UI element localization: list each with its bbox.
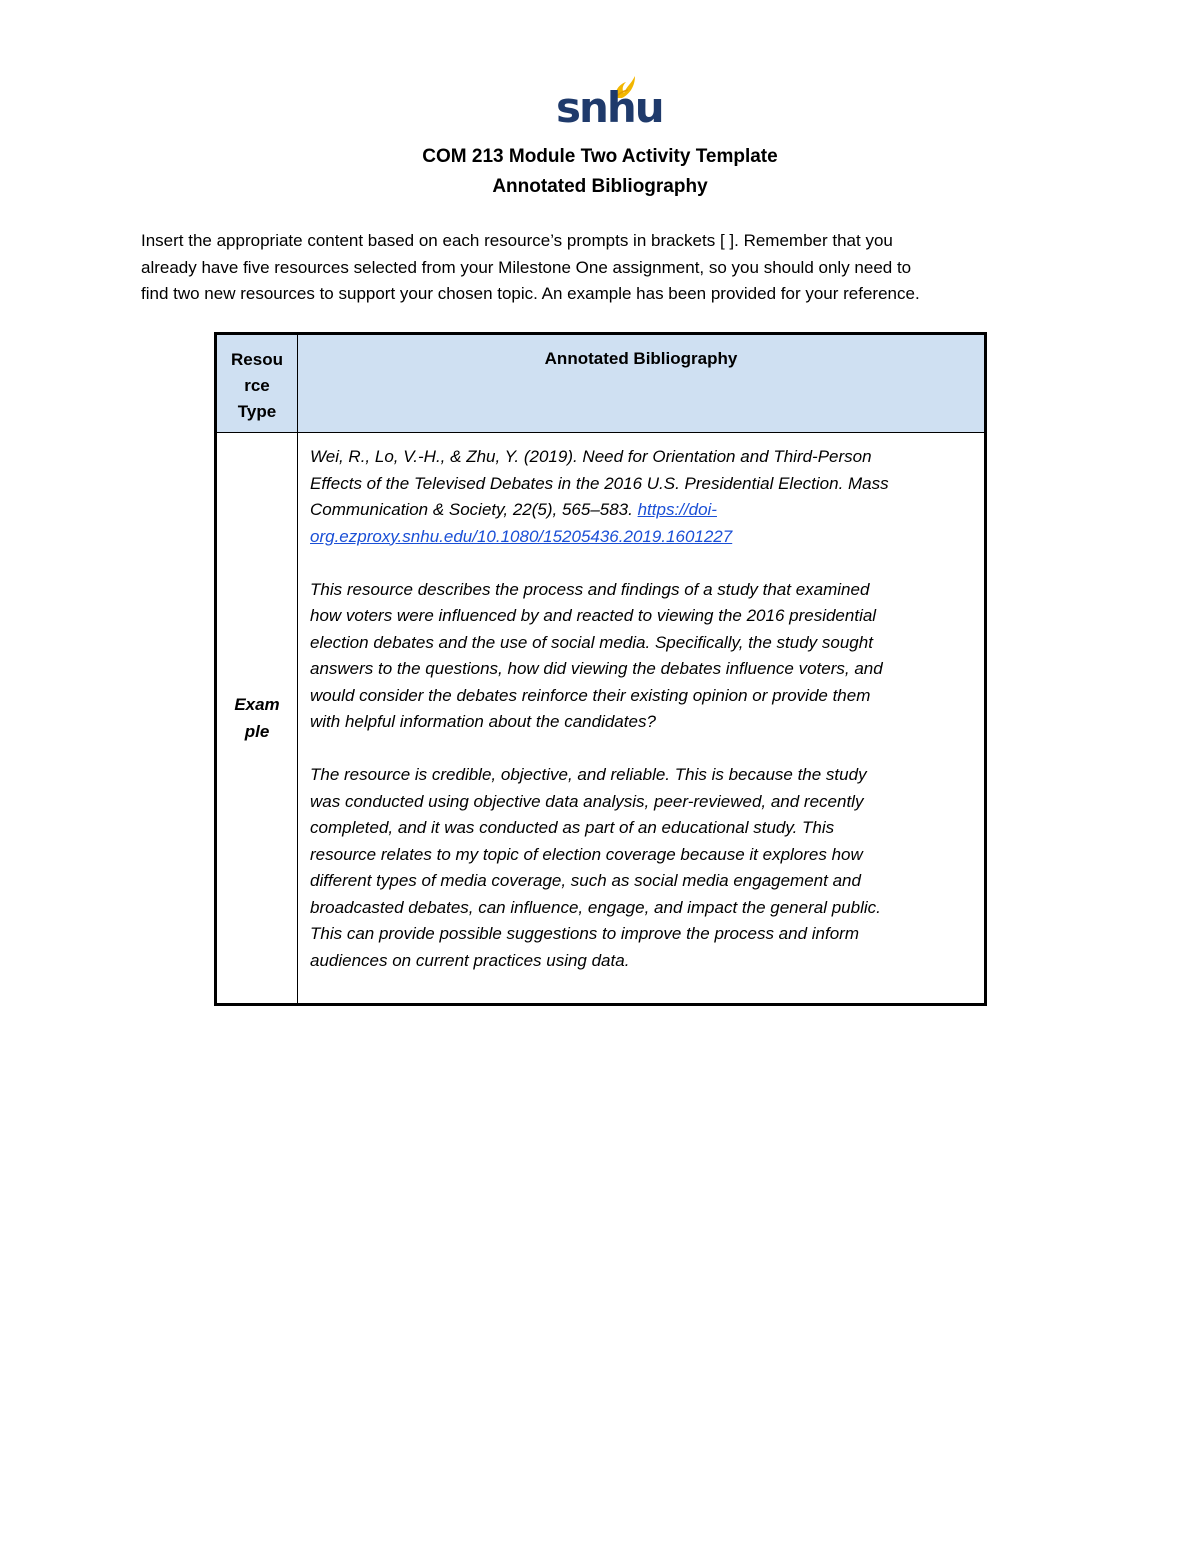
doi-link-continued[interactable]: org.ezproxy.snhu.edu/10.1080/15205436.2019.1601227 xyxy=(310,526,733,546)
citation-text: Communication & Society, 22(5), 565–583. xyxy=(310,500,638,519)
summary-line: would consider the debates reinforce their existing opinion or provide them xyxy=(310,685,871,705)
summary-line: answers to the questions, how did viewing the debates influence voters, and xyxy=(310,659,883,678)
page-title: COM 213 Module Two Activity Template xyxy=(422,146,778,167)
evaluation-line: resource relates to my topic of election coverage because it explores how xyxy=(310,844,863,864)
example-label: ple xyxy=(244,722,270,741)
summary-line: with helpful information about the candidates? xyxy=(310,712,656,731)
evaluation-line: different types of media coverage, such as social media engagement and xyxy=(310,871,861,890)
table-row xyxy=(216,433,986,1005)
citation-line: Wei, R., Lo, V.-H., & Zhu, Y. (2019). Need for Orientation and Third-Person xyxy=(310,447,872,466)
summary-line: election debates and the use of social media. Specifically, the study sought xyxy=(310,632,873,652)
page-subtitle: Annotated Bibliography xyxy=(492,176,708,197)
doi-link[interactable]: https://doi- xyxy=(637,500,717,519)
example-label-cell xyxy=(216,433,298,1005)
evaluation-line: completed, and it was conducted as part of an educational study. This xyxy=(310,818,835,837)
instruction-line: Insert the appropriate content based on each resource’s prompts in brackets [ ]. Remember that you xyxy=(141,231,893,250)
evaluation-line: was conducted using objective data analysis, peer-reviewed, and recently xyxy=(310,791,864,811)
instruction-line: already have five resources selected from your Milestone One assignment, so you should only need to xyxy=(141,257,912,277)
instructions xyxy=(141,228,1071,308)
header-text: Resou xyxy=(231,350,283,369)
table-header-row xyxy=(216,334,986,433)
example-content-cell xyxy=(298,433,986,1005)
evaluation-line: This can provide possible suggestions to improve the process and inform xyxy=(310,924,860,943)
citation-line xyxy=(310,497,974,524)
resource-type-header xyxy=(216,334,298,433)
evaluation-line: The resource is credible, objective, and reliable. This is because the study xyxy=(310,765,867,784)
header-text: Type xyxy=(237,402,277,421)
instruction-line: find two new resources to support your chosen topic. An example has been provided for your reference. xyxy=(141,284,920,303)
snhu-logo xyxy=(556,74,663,132)
bibliography-table xyxy=(214,332,987,1006)
summary-line: how voters were influenced by and reacted to viewing the 2016 presidential xyxy=(310,606,877,625)
evaluation-line: broadcasted debates, can influence, engage, and impact the general public. xyxy=(310,897,881,917)
annotated-bibliography-header xyxy=(298,334,986,433)
citation-line: Effects of the Televised Debates in the 2016 U.S. Presidential Election. Mass xyxy=(310,473,889,493)
logo-wordmark: snhu xyxy=(556,83,663,132)
summary-line: This resource describes the process and findings of a study that examined xyxy=(310,579,870,599)
example-label: Exam xyxy=(234,695,280,714)
header-text: Annotated Bibliography xyxy=(544,349,738,368)
header-text: rce xyxy=(244,376,270,395)
evaluation-line: audiences on current practices using data. xyxy=(310,950,630,970)
citation-line xyxy=(310,524,974,551)
